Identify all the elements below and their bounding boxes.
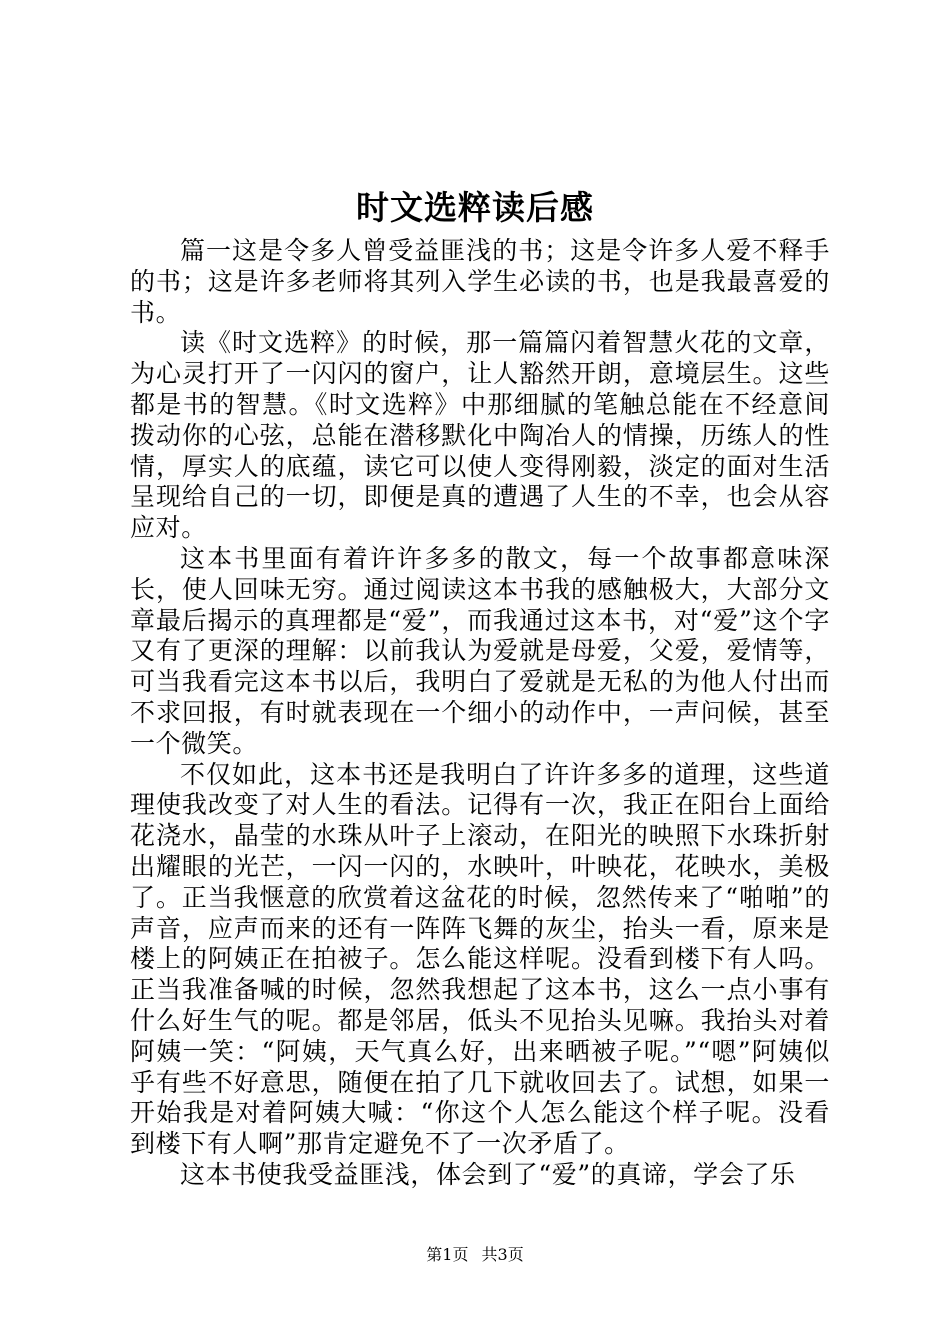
document-title: 时文选粹读后感 bbox=[356, 188, 594, 227]
paragraph-5: 这本书使我受益匪浅，体会到了“爱”的真谛，学会了乐 bbox=[180, 1159, 796, 1189]
paragraph-2: 读《时文选粹》的时候，那一篇篇闪着智慧火花的文章，为心灵打开了一闪闪的窗户，让人豁然开朗，意境层生。这些都是书的智慧。《时文选粹》中那细腻的笔触总能在不经意间拨动你的心弦，总能在潜移默化中陶冶人的情操，历练人的性情，厚实人的底蕴，读它可以使人变得刚毅，淡定的面对生活呈现给自己的一切，即便是真的遭遇了人生的不幸，也会从容应对。 bbox=[130, 328, 830, 543]
paragraph-1: 篇一这是令多人曾受益匪浅的书；这是令许多人爱不释手的书；这是许多老师将其列入学生必读的书，也是我最喜爱的书。 bbox=[130, 236, 830, 327]
document-body bbox=[130, 236, 830, 1191]
page-footer bbox=[0, 1244, 950, 1266]
page-number: 第1页 bbox=[426, 1245, 469, 1264]
page-total: 共3页 bbox=[481, 1245, 524, 1264]
paragraph-4: 不仅如此，这本书还是我明白了许许多多的道理，这些道理使我改变了对人生的看法。记得有一次，我正在阳台上面给花浇水，晶莹的水珠从叶子上滚动，在阳光的映照下水珠折射出耀眼的光芒，一闪一闪的，水映叶，叶映花，花映水，美极了。正当我惬意的欣赏着这盆花的时候，忽然传来了“啪啪”的声音，应声而来的还有一阵阵飞舞的灰尘，抬头一看，原来是楼上的阿姨正在拍被子。怎么能这样呢。没看到楼下有人吗。正当我准备喊的时候，忽然我想起了这本书，这么一点小事有什么好生气的呢。都是邻居，低头不见抬头见嘛。我抬头对着阿姨一笑：“阿姨，天气真么好，出来晒被子呢。”“嗯”阿姨似乎有些不好意思，随便在拍了几下就收回去了。试想，如果一开始我是对着阿姨大喊：“你这个人怎么能这个样子呢。没看到楼下有人啊”那肯定避免不了一次矛盾了。 bbox=[130, 759, 830, 1159]
paragraph-3: 这本书里面有着许许多多的散文，每一个故事都意味深长，使人回味无穷。通过阅读这本书我的感触极大，大部分文章最后揭示的真理都是“爱”，而我通过这本书，对“爱”这个字又有了更深的理解：以前我认为爱就是母爱，父爱，爱情等，可当我看完这本书以后，我明白了爱就是无私的为他人付出而不求回报，有时就表现在一个细小的动作中，一声问候，甚至一个微笑。 bbox=[130, 543, 830, 758]
